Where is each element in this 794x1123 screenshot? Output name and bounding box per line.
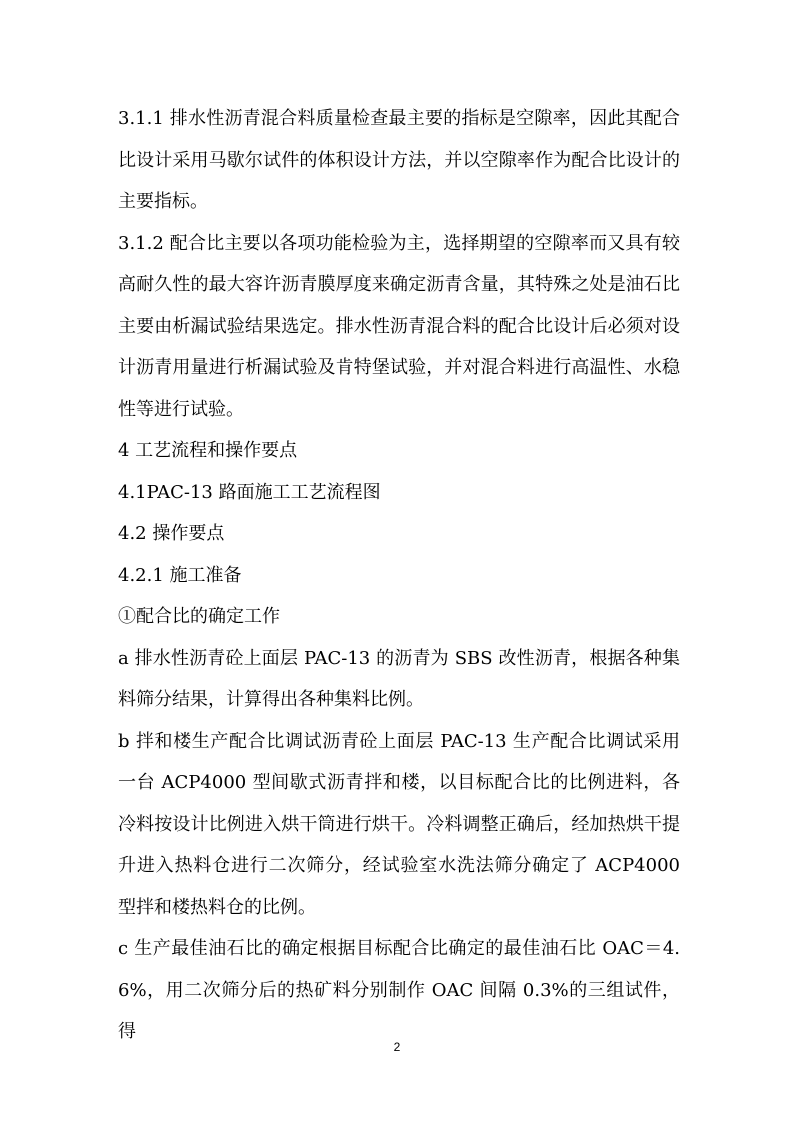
heading-section-4-1: 4.1PAC-13 路面施工工艺流程图 — [118, 481, 381, 503]
heading-section-4-2-1: 4.2.1 施工准备 — [118, 564, 242, 586]
heading-mix-ratio: ①配合比的确定工作 — [118, 606, 280, 627]
heading-section-4-2: 4.2 操作要点 — [118, 523, 225, 544]
paragraph-item-a: a 排水性沥青砼上面层 PAC-13 的沥青为 SBS 改性沥青，根据各种集料筛分结果，计算得出各种集料比例。 — [118, 647, 680, 710]
page-body — [118, 98, 680, 1053]
paragraph-item-b: b 拌和楼生产配合比调试沥青砼上面层 PAC-13 生产配合比调试采用一台 ACP4000 型间歇式沥青拌和楼，以目标配合比的比例进料，各冷料按设计比例进入烘干筒进行烘干。冷料调整正确后，经加热烘干提升进入热料仓进行二次筛分，经试验室水洗法筛分确定了 ACP4000 型拌和楼热料仓的比例。 — [118, 730, 680, 918]
paragraph-item-c: c 生产最佳油石比的确定根据目标配合比确定的最佳油石比 OAC＝4.6%，用二次筛分后的热矿料分别制作 OAC 间隔 0.3%的三组试件，得 — [118, 938, 680, 1042]
page-number: 2 — [393, 1040, 401, 1054]
paragraph-3-1-1: 3.1.1 排水性沥青混合料质量检查最主要的指标是空隙率，因此其配合比设计采用马歇尔试件的体积设计方法，并以空隙率作为配合比设计的主要指标。 — [118, 108, 680, 212]
paragraph-3-1-2: 3.1.2 配合比主要以各项功能检验为主，选择期望的空隙率而又具有较高耐久性的最大容许沥青膜厚度来确定沥青含量，其特殊之处是油石比主要由析漏试验结果选定。排水性沥青混合料的配合比设计后必须对设计沥青用量进行析漏试验及肯特堡试验，并对混合料进行高温性、水稳性等进行试验。 — [118, 232, 680, 420]
heading-section-4: 4 工艺流程和操作要点 — [118, 440, 298, 461]
